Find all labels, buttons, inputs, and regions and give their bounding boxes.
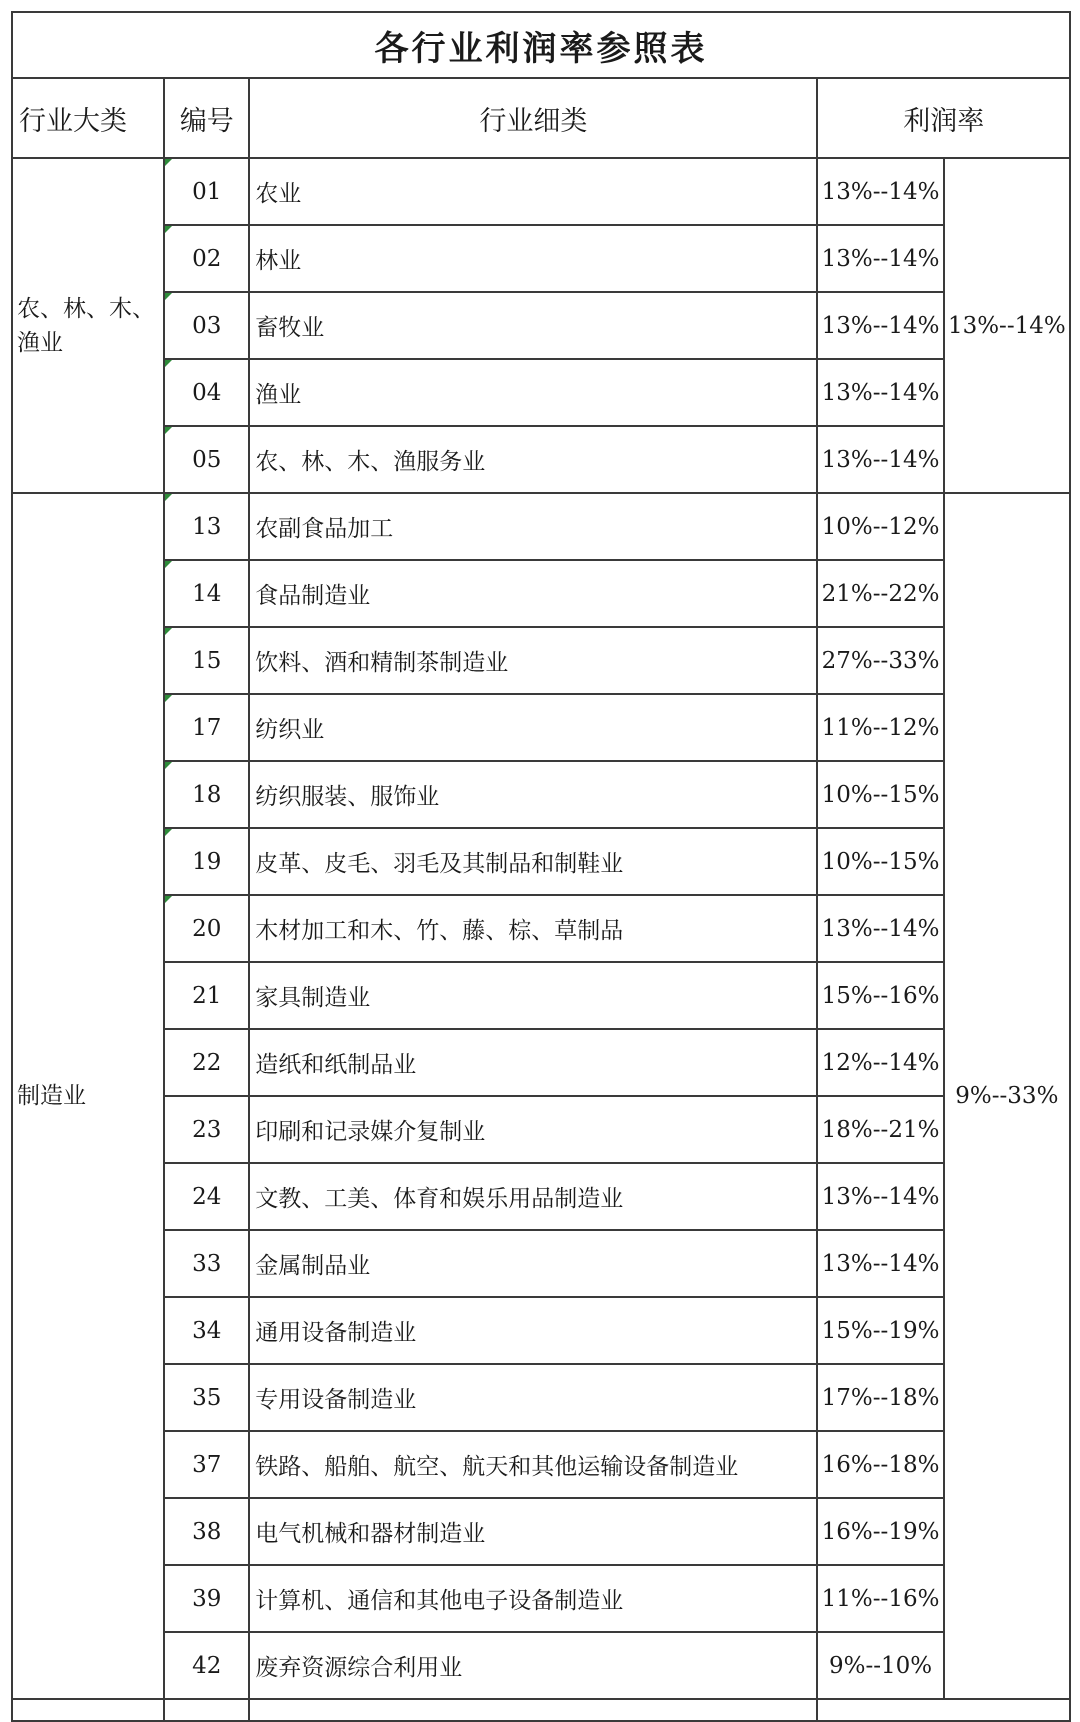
code-cell: 14 <box>164 560 249 627</box>
table-row <box>12 292 1070 359</box>
table-row <box>12 426 1070 493</box>
table-row-partial <box>12 1699 1070 1721</box>
subcategory-cell: 农副食品加工 <box>249 493 817 560</box>
table-row <box>12 560 1070 627</box>
table-row <box>12 1498 1070 1565</box>
header-rate: 利润率 <box>817 78 1070 158</box>
table-row <box>12 627 1070 694</box>
subcategory-cell: 纺织业 <box>249 694 817 761</box>
code-cell: 24 <box>164 1163 249 1230</box>
table-body <box>12 158 1070 1721</box>
rate-cell: 17%--18% <box>817 1364 943 1431</box>
table-row <box>12 895 1070 962</box>
subcategory-cell: 造纸和纸制品业 <box>249 1029 817 1096</box>
rate-cell: 15%--16% <box>817 962 943 1029</box>
code-cell: 20 <box>164 895 249 962</box>
rate-cell: 13%--14% <box>817 359 943 426</box>
table-title: 各行业利润率参照表 <box>12 12 1070 78</box>
subcategory-cell: 饮料、酒和精制茶制造业 <box>249 627 817 694</box>
table-row <box>12 962 1070 1029</box>
category-cell: 制造业 <box>12 493 164 1699</box>
table-row <box>12 1230 1070 1297</box>
subcategory-cell: 文教、工美、体育和娱乐用品制造业 <box>249 1163 817 1230</box>
code-cell: 35 <box>164 1364 249 1431</box>
subcategory-cell: 林业 <box>249 225 817 292</box>
code-cell: 01 <box>164 158 249 225</box>
group-rate-cell: 9%--33% <box>944 493 1070 1699</box>
table-row <box>12 493 1070 560</box>
code-cell: 37 <box>164 1431 249 1498</box>
code-cell: 22 <box>164 1029 249 1096</box>
code-cell: 42 <box>164 1632 249 1699</box>
code-cell: 15 <box>164 627 249 694</box>
table-row <box>12 1632 1070 1699</box>
rate-cell: 11%--12% <box>817 694 943 761</box>
rate-cell: 10%--15% <box>817 761 943 828</box>
rate-cell: 16%--18% <box>817 1431 943 1498</box>
code-cell: 02 <box>164 225 249 292</box>
subcategory-cell: 畜牧业 <box>249 292 817 359</box>
empty-cell <box>249 1699 817 1721</box>
rate-cell: 13%--14% <box>817 292 943 359</box>
subcategory-cell: 皮革、皮毛、羽毛及其制品和制鞋业 <box>249 828 817 895</box>
group-rate-cell: 13%--14% <box>944 158 1070 493</box>
rate-cell: 12%--14% <box>817 1029 943 1096</box>
table-row <box>12 761 1070 828</box>
subcategory-cell: 通用设备制造业 <box>249 1297 817 1364</box>
table-row <box>12 359 1070 426</box>
profit-rate-table <box>11 11 1071 1722</box>
subcategory-cell: 家具制造业 <box>249 962 817 1029</box>
rate-cell: 10%--12% <box>817 493 943 560</box>
subcategory-cell: 计算机、通信和其他电子设备制造业 <box>249 1565 817 1632</box>
subcategory-cell: 金属制品业 <box>249 1230 817 1297</box>
rate-cell: 9%--10% <box>817 1632 943 1699</box>
code-cell: 38 <box>164 1498 249 1565</box>
table-row <box>12 225 1070 292</box>
code-cell: 34 <box>164 1297 249 1364</box>
subcategory-cell: 食品制造业 <box>249 560 817 627</box>
header-code: 编号 <box>164 78 249 158</box>
code-cell: 04 <box>164 359 249 426</box>
code-cell: 39 <box>164 1565 249 1632</box>
header-subcategory: 行业细类 <box>249 78 817 158</box>
subcategory-cell: 农业 <box>249 158 817 225</box>
code-cell: 05 <box>164 426 249 493</box>
table-row <box>12 1096 1070 1163</box>
code-cell: 17 <box>164 694 249 761</box>
rate-cell: 16%--19% <box>817 1498 943 1565</box>
code-cell: 13 <box>164 493 249 560</box>
code-cell: 33 <box>164 1230 249 1297</box>
header-category: 行业大类 <box>12 78 164 158</box>
subcategory-cell: 纺织服装、服饰业 <box>249 761 817 828</box>
subcategory-cell: 印刷和记录媒介复制业 <box>249 1096 817 1163</box>
empty-cell <box>817 1699 1070 1721</box>
rate-cell: 27%--33% <box>817 627 943 694</box>
subcategory-cell: 渔业 <box>249 359 817 426</box>
category-cell: 农、林、木、渔业 <box>12 158 164 493</box>
empty-cell <box>164 1699 249 1721</box>
rate-cell: 21%--22% <box>817 560 943 627</box>
rate-cell: 18%--21% <box>817 1096 943 1163</box>
subcategory-cell: 电气机械和器材制造业 <box>249 1498 817 1565</box>
rate-cell: 13%--14% <box>817 426 943 493</box>
code-cell: 18 <box>164 761 249 828</box>
rate-cell: 13%--14% <box>817 158 943 225</box>
rate-cell: 11%--16% <box>817 1565 943 1632</box>
table-row <box>12 1297 1070 1364</box>
table-row <box>12 1029 1070 1096</box>
subcategory-cell: 专用设备制造业 <box>249 1364 817 1431</box>
subcategory-cell: 农、林、木、渔服务业 <box>249 426 817 493</box>
table-row <box>12 158 1070 225</box>
rate-cell: 13%--14% <box>817 225 943 292</box>
rate-cell: 13%--14% <box>817 895 943 962</box>
rate-cell: 15%--19% <box>817 1297 943 1364</box>
table-row <box>12 1364 1070 1431</box>
subcategory-cell: 废弃资源综合利用业 <box>249 1632 817 1699</box>
rate-cell: 13%--14% <box>817 1230 943 1297</box>
rate-cell: 13%--14% <box>817 1163 943 1230</box>
empty-cell <box>12 1699 164 1721</box>
table-row <box>12 1431 1070 1498</box>
subcategory-cell: 木材加工和木、竹、藤、棕、草制品 <box>249 895 817 962</box>
subcategory-cell: 铁路、船舶、航空、航天和其他运输设备制造业 <box>249 1431 817 1498</box>
code-cell: 03 <box>164 292 249 359</box>
table-row <box>12 828 1070 895</box>
code-cell: 23 <box>164 1096 249 1163</box>
code-cell: 19 <box>164 828 249 895</box>
rate-cell: 10%--15% <box>817 828 943 895</box>
table-row <box>12 694 1070 761</box>
code-cell: 21 <box>164 962 249 1029</box>
table-row <box>12 1163 1070 1230</box>
table-row <box>12 1565 1070 1632</box>
